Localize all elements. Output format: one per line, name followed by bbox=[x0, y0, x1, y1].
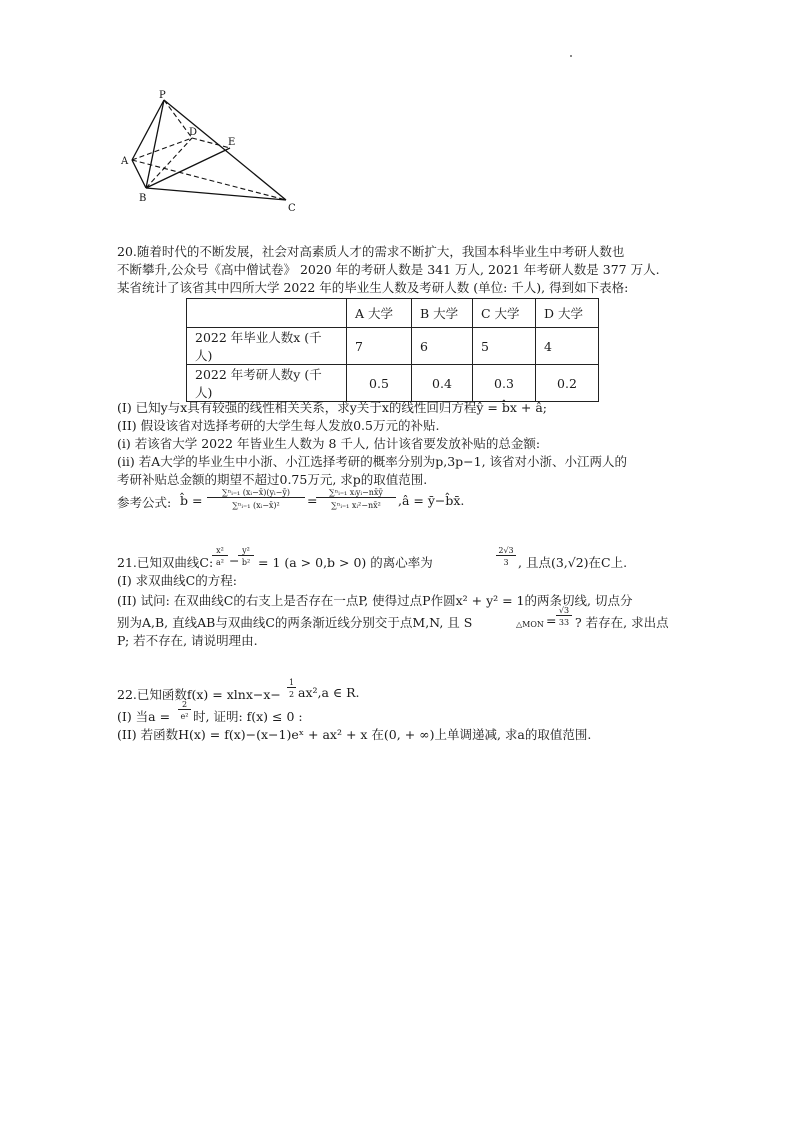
q22-part-1a: (I) 当a = bbox=[117, 709, 171, 724]
label-d: D bbox=[189, 127, 198, 138]
edge-ab bbox=[132, 160, 146, 188]
q22-e-den: e² bbox=[180, 712, 189, 721]
q20-part-2ii-1: (ii) 若A大学的毕业生中小浙、小江选择考研的概率分别为p,3p−1, 该省对小浙、小江两人的 bbox=[117, 454, 628, 469]
q22-stem-b: ax²,a ∈ R. bbox=[298, 685, 360, 700]
q21-part-2-3: P; 若不存在, 请说明理由. bbox=[117, 633, 258, 648]
q21-part-2-2a: 别为A,B, 直线AB与双曲线C的两条渐近线分别交于点M,N, 且 S bbox=[117, 615, 473, 630]
formula-num-2: ∑ⁿᵢ₌₁ xᵢyᵢ−nx̄ȳ bbox=[316, 488, 396, 498]
q20-intro-3: 某省统计了该省其中四所大学 2022 年的毕业生人数及考研人数 (单位: 千人), 得到如下表格: bbox=[117, 280, 629, 295]
q20-part-1: (I) 已知y与x具有较强的线性相关关系，求y关于x的线性回归方程ŷ = b̂x + â; bbox=[117, 400, 548, 415]
q21-area-den: 33 bbox=[558, 618, 570, 627]
table-header-cell bbox=[187, 299, 347, 328]
q21-minus: − bbox=[229, 553, 240, 568]
q22-stem-a: 22.已知函数f(x) = xlnx−x− bbox=[117, 687, 281, 702]
q21-stem-c: , 且点(3,√2)在C上. bbox=[518, 555, 628, 570]
label-a: A bbox=[121, 156, 129, 167]
q20-part-2i: (i) 若该省大学 2022 年皆业生人数为 8 千人, 估计该省要发放补贴的总金额: bbox=[117, 436, 541, 451]
q20-intro-1: 20.随着时代的不断发展，社会对高素质人才的需求不断扩大，我国本科毕业生中考研人数也 bbox=[117, 244, 625, 259]
q20-part-2ii-2: 考研补贴总金额的期望不超过0.75万元, 求p的取值范围. bbox=[117, 472, 428, 487]
q21-ecc-den: 3 bbox=[503, 558, 509, 567]
table-cell: 0.3 bbox=[473, 365, 536, 402]
edge-bd bbox=[146, 138, 192, 188]
table-cell: 6 bbox=[412, 328, 473, 365]
q21-ecc-num: 2√3 bbox=[496, 546, 516, 556]
table-cell: 0.4 bbox=[412, 365, 473, 402]
table-header-cell: A 大学 bbox=[347, 299, 412, 328]
formula-den-1: ∑ⁿᵢ₌₁ (xᵢ−x̄)² bbox=[232, 501, 280, 510]
table-header-cell: B 大学 bbox=[412, 299, 473, 328]
formula-den-2: ∑ⁿᵢ₌₁ xᵢ²−nx̄² bbox=[331, 501, 381, 510]
q21-sub-mon: △MON bbox=[516, 620, 544, 629]
edge-pb bbox=[146, 100, 164, 188]
table-header-row bbox=[187, 299, 599, 328]
q21-part-1: (I) 求双曲线C的方程: bbox=[117, 573, 237, 588]
q22-half-den: 2 bbox=[288, 690, 295, 699]
edge-de bbox=[192, 138, 230, 148]
q21-y2: y² bbox=[238, 546, 254, 556]
formula-label: 参考公式: bbox=[117, 495, 172, 510]
q21-part-2-2b: ? 若存在, 求出点 bbox=[575, 615, 669, 630]
pyramid-figure bbox=[108, 88, 308, 218]
label-c: C bbox=[288, 203, 296, 214]
q22-part-1b: 时, 证明: f(x) ≤ 0 : bbox=[193, 709, 303, 724]
formula-b: b̂ = bbox=[180, 493, 203, 508]
q22-half-num: 1 bbox=[288, 678, 295, 687]
table-cell: 0.5 bbox=[347, 365, 412, 402]
table-row bbox=[187, 328, 599, 365]
table-cell: 5 bbox=[473, 328, 536, 365]
q21-stem-a: 21.已知双曲线C: bbox=[117, 555, 214, 570]
table-header-cell: C 大学 bbox=[473, 299, 536, 328]
table-row-label: 2022 年毕业人数x (千人) bbox=[187, 328, 347, 365]
q21-area-num: √3 bbox=[556, 606, 572, 616]
table-header-cell: D 大学 bbox=[536, 299, 599, 328]
q20-part-2: (II) 假设该省对选择考研的大学生每人发放0.5万元的补贴. bbox=[117, 418, 440, 433]
data-table bbox=[186, 298, 599, 402]
table-cell: 0.2 bbox=[536, 365, 599, 402]
label-e: E bbox=[228, 137, 236, 148]
q22-part-2: (II) 若函数H(x) = f(x)−(x−1)eˣ + ax² + x 在(0, + ∞)上单调递减, 求a的取值范围. bbox=[117, 727, 592, 742]
formula-num-1: ∑ⁿᵢ₌₁ (xᵢ−x̄)(yᵢ−ȳ) bbox=[207, 488, 305, 498]
table-cell: 4 bbox=[536, 328, 599, 365]
edge-ad bbox=[132, 138, 192, 160]
table-cell: 7 bbox=[347, 328, 412, 365]
formula-eq: = bbox=[307, 493, 318, 508]
table-row bbox=[187, 365, 599, 402]
q21-stem-b: = 1 (a > 0,b > 0) 的离心率为 bbox=[258, 555, 433, 570]
q21-part-2-1: (II) 试问: 在双曲线C的右支上是否存在一点P, 使得过点P作圆x² + y² = 1的两条切线, 切点分 bbox=[117, 593, 633, 608]
scan-dot bbox=[570, 55, 572, 57]
formula-a: ,â = ȳ−b̂x̄. bbox=[398, 493, 465, 508]
q21-eq: = bbox=[546, 613, 557, 628]
label-b: B bbox=[139, 193, 147, 204]
q21-b2: b² bbox=[241, 558, 251, 567]
edge-pa bbox=[132, 100, 164, 160]
q21-x2: x² bbox=[212, 546, 228, 556]
table-row-label: 2022 年考研人数y (千人) bbox=[187, 365, 347, 402]
q21-a2: a² bbox=[216, 558, 224, 567]
label-p: P bbox=[159, 90, 166, 101]
q20-intro-2: 不断攀升,公众号《高中僧试卷》 2020 年的考研人数是 341 万人, 2021 年考研人数是 377 万人. bbox=[117, 262, 660, 277]
q22-e-num: 2 bbox=[178, 700, 191, 710]
